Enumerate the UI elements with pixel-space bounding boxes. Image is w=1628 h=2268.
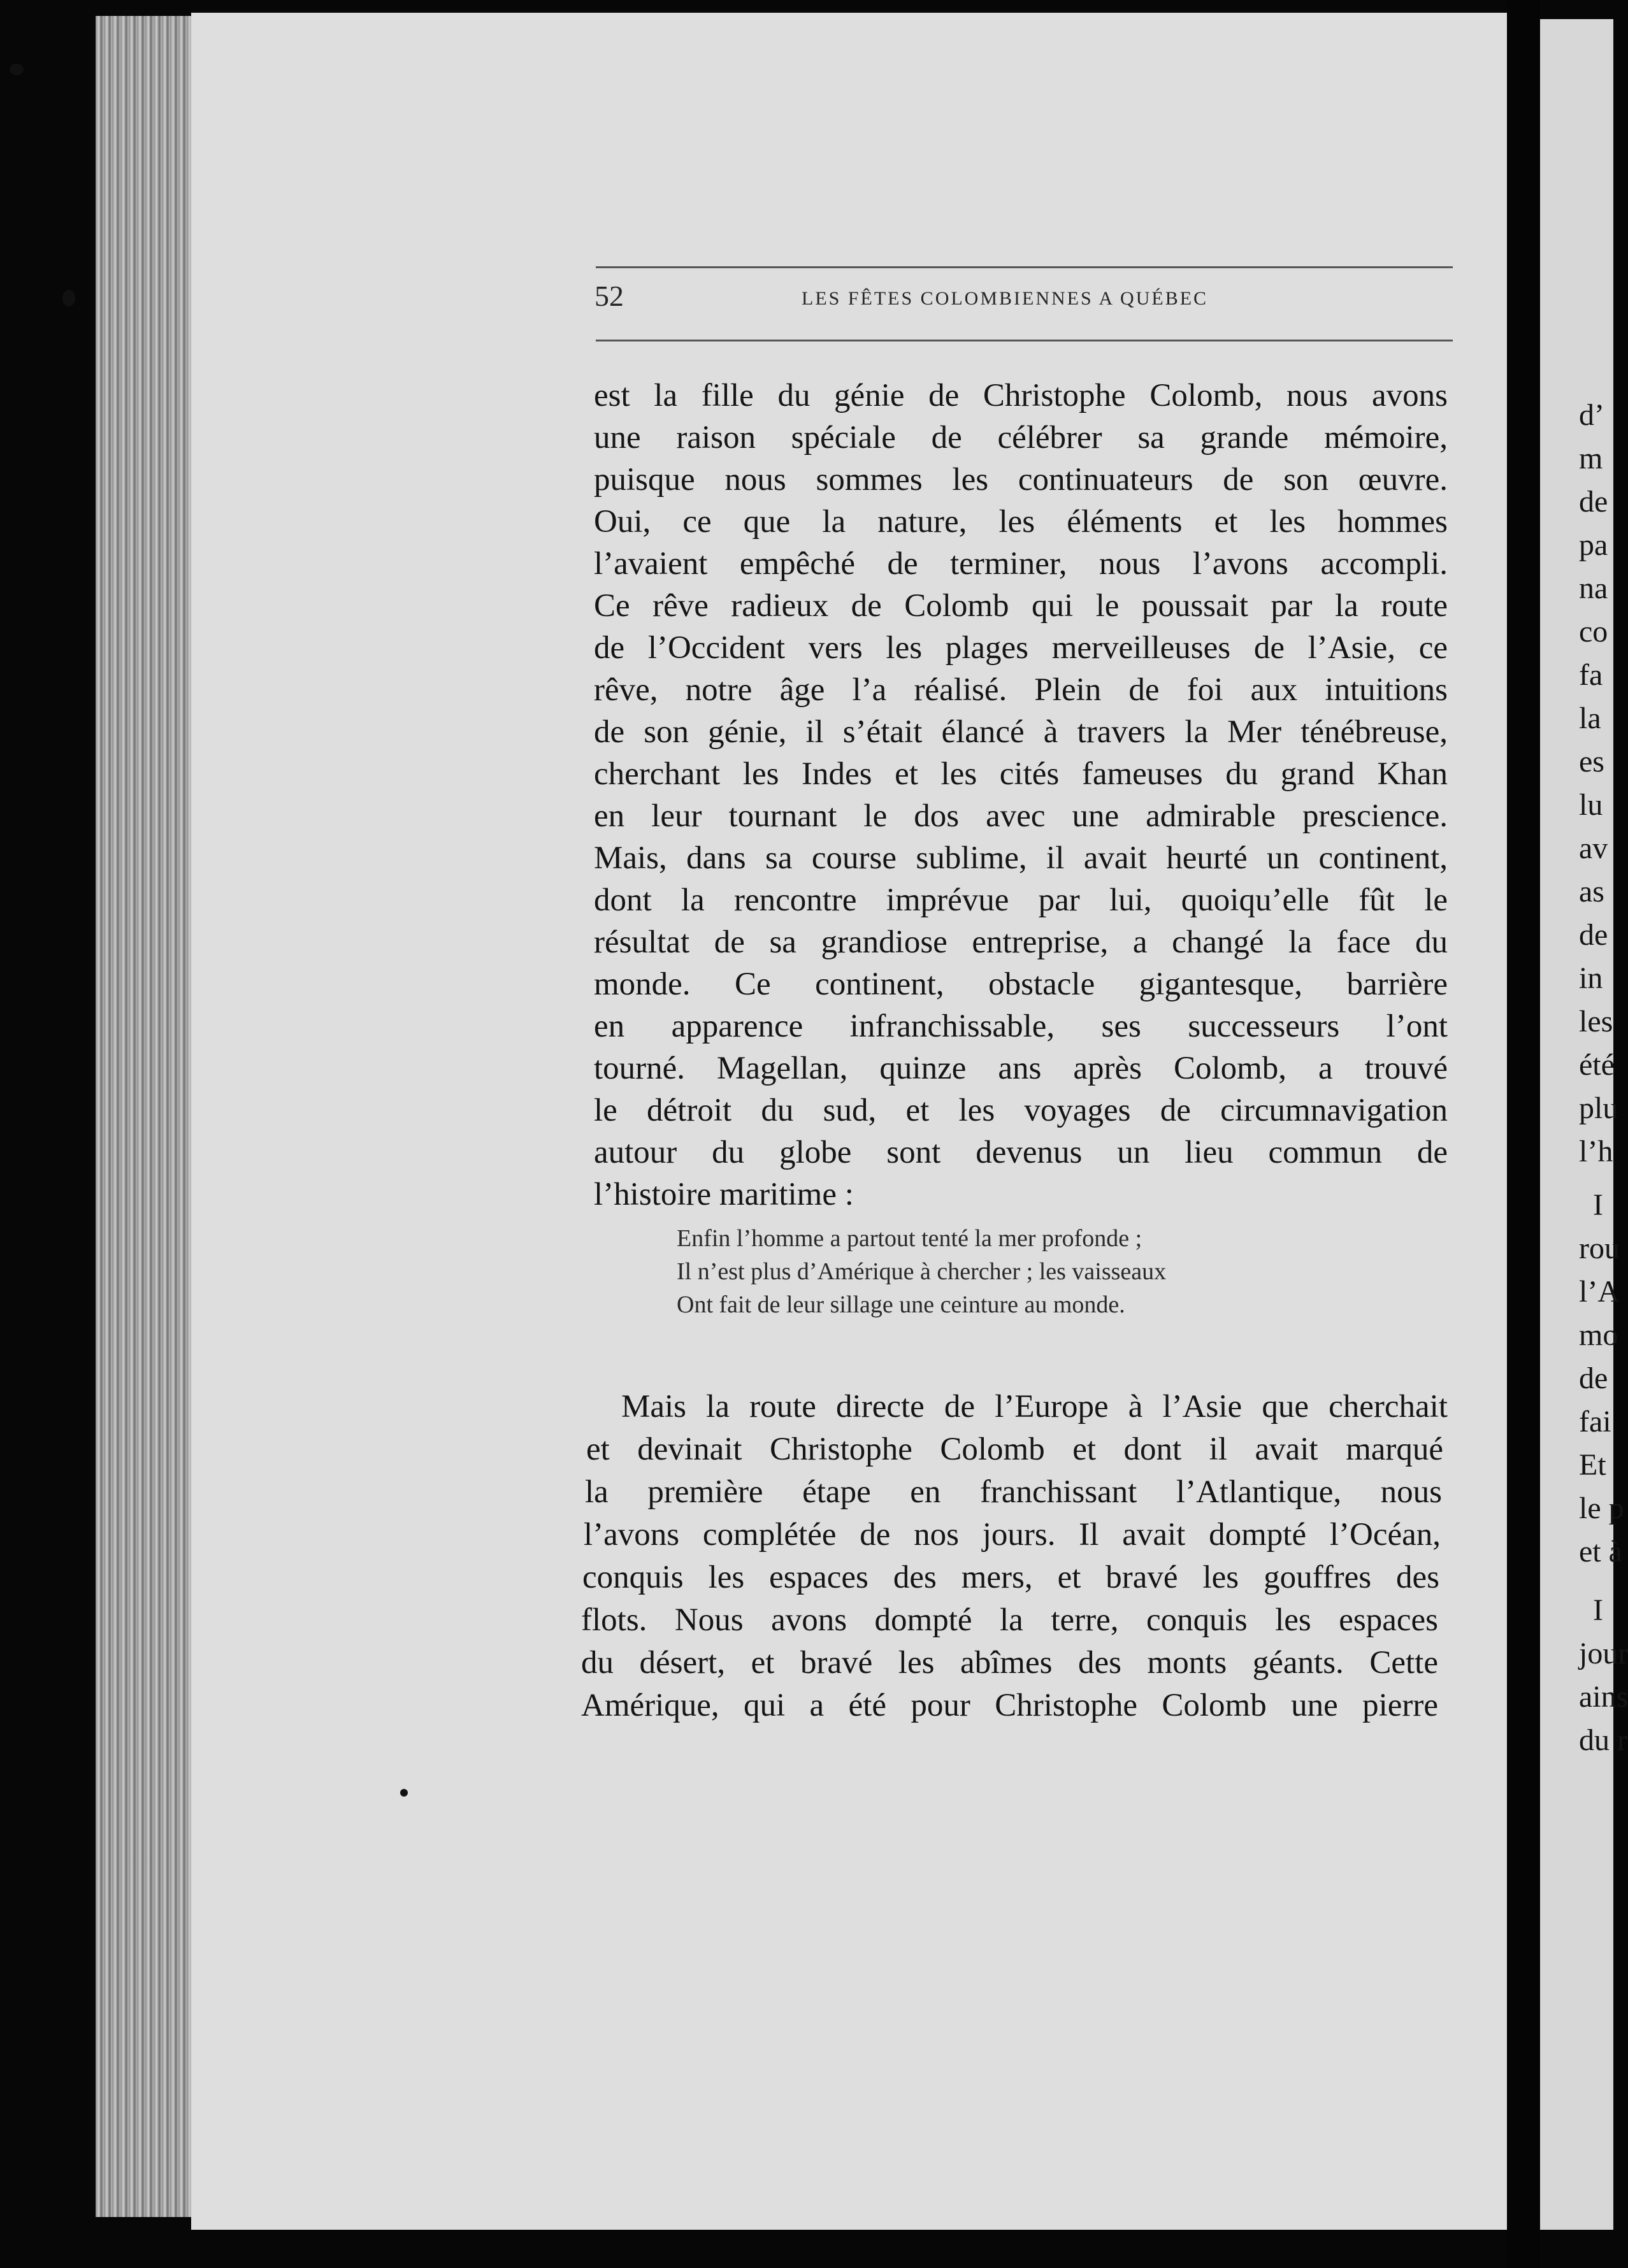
facing-page-fragment: na	[1579, 571, 1608, 605]
facing-page-fragment: du r	[1579, 1723, 1627, 1757]
text-line: autour du globe sont devenus un lieu commun de	[594, 1135, 1448, 1170]
text-line: du désert, et bravé les abîmes des monts géants. Cette	[581, 1645, 1438, 1681]
ink-speck	[62, 290, 75, 306]
facing-page-fragment: ains	[1579, 1680, 1628, 1714]
text-line: l’avons complétée de nos jours. Il avait dompté l’Océan,	[584, 1517, 1441, 1553]
ink-speck	[400, 1789, 408, 1797]
text-line: la première étape en franchissant l’Atlantique, nous	[585, 1474, 1442, 1510]
facing-page-fragment: jour	[1579, 1637, 1628, 1670]
verse-line: Ont fait de leur sillage une ceinture au monde.	[677, 1291, 1125, 1318]
text-line: Ce rêve radieux de Colomb qui le poussait par la route	[594, 588, 1448, 624]
facing-page-fragment: mo	[1579, 1318, 1618, 1352]
facing-page-fragment: de	[1579, 485, 1608, 519]
verse-line: Il n’est plus d’Amérique à chercher ; les vaisseaux	[677, 1258, 1167, 1285]
facing-page-fragment: la	[1579, 701, 1601, 735]
header-rule-bottom	[596, 340, 1453, 341]
text-line: résultat de sa grandiose entreprise, a changé la face du	[594, 924, 1448, 960]
text-line: l’histoire maritime :	[594, 1177, 854, 1212]
facing-page-fragment: l’h	[1579, 1135, 1613, 1168]
facing-page-fragment: in	[1579, 961, 1603, 995]
verse-line: Enfin l’homme a partout tenté la mer profonde ;	[677, 1225, 1142, 1252]
facing-page-fragment: le p	[1579, 1491, 1624, 1525]
facing-page-fragment: l’A	[1579, 1275, 1620, 1309]
text-line: l’avaient empêché de terminer, nous l’avons accompli.	[594, 546, 1448, 582]
book-gutter	[1507, 0, 1540, 2268]
text-line: Mais, dans sa course sublime, il avait heurté un continent,	[594, 840, 1448, 876]
text-line: en leur tournant le dos avec une admirable prescience.	[594, 798, 1448, 834]
facing-page-fragment: as	[1579, 875, 1604, 908]
text-line: monde. Ce continent, obstacle gigantesque, barrière	[594, 966, 1448, 1002]
facing-page-fragment: Et	[1579, 1448, 1606, 1482]
text-line: de son génie, il s’était élancé à travers la Mer ténébreuse,	[594, 714, 1448, 750]
text-line: flots. Nous avons dompté la terre, conquis les espaces	[581, 1602, 1438, 1638]
running-title: LES FÊTES COLOMBIENNES A QUÉBEC	[802, 288, 1209, 309]
page-number: 52	[594, 280, 624, 312]
text-line: dont la rencontre imprévue par lui, quoiqu’elle fût le	[594, 882, 1448, 918]
text-line: Amérique, qui a été pour Christophe Colomb une pierre	[581, 1688, 1438, 1723]
text-line: Mais la route directe de l’Europe à l’Asie que cherchait	[621, 1389, 1448, 1425]
text-line: en apparence infranchissable, ses successeurs l’ont	[594, 1008, 1448, 1044]
facing-page-fragment: es	[1579, 745, 1604, 779]
facing-page-fragment: m	[1579, 441, 1603, 475]
header-rule-top	[596, 266, 1453, 268]
facing-page-fragment: av	[1579, 831, 1608, 865]
text-line: est la fille du génie de Christophe Colomb, nous avons	[594, 378, 1448, 413]
text-line: et devinait Christophe Colomb et dont il avait marqué	[586, 1432, 1443, 1467]
facing-page-fragment: de	[1579, 918, 1608, 952]
facing-page-fragment: fa	[1579, 658, 1603, 692]
facing-page-fragment: de	[1579, 1361, 1608, 1395]
text-line: une raison spéciale de célébrer sa grande mémoire,	[594, 420, 1448, 456]
facing-page-fragment: plu	[1579, 1091, 1618, 1125]
ink-speck	[10, 64, 24, 75]
facing-page-fragment: été	[1579, 1048, 1615, 1082]
facing-page-fragment: d’	[1579, 398, 1604, 432]
text-line: puisque nous sommes les continuateurs de son œuvre.	[594, 462, 1448, 498]
text-line: de l’Occident vers les plages merveilleuses de l’Asie, ce	[594, 630, 1448, 666]
facing-page-fragment: rou	[1579, 1231, 1620, 1265]
facing-page-fragment: lu	[1579, 788, 1603, 822]
facing-page-fragment: fai	[1579, 1405, 1611, 1439]
facing-page-fragment: pa	[1579, 528, 1608, 562]
text-line: rêve, notre âge l’a réalisé. Plein de foi aux intuitions	[594, 672, 1448, 708]
facing-page-fragment: co	[1579, 615, 1608, 649]
text-line: conquis les espaces des mers, et bravé les gouffres des	[582, 1560, 1439, 1595]
facing-page-fragment: et à	[1579, 1535, 1622, 1568]
text-line: Oui, ce que la nature, les éléments et les hommes	[594, 504, 1448, 540]
facing-page-fragment: les	[1579, 1005, 1613, 1038]
text-line: le détroit du sud, et les voyages de circumnavigation	[594, 1093, 1448, 1128]
text-line: cherchant les Indes et les cités fameuses du grand Khan	[594, 756, 1448, 792]
text-line: tourné. Magellan, quinze ans après Colomb, a trouvé	[594, 1051, 1448, 1086]
facing-page-fragment: I	[1593, 1188, 1603, 1222]
facing-page-fragment: I	[1593, 1593, 1603, 1627]
